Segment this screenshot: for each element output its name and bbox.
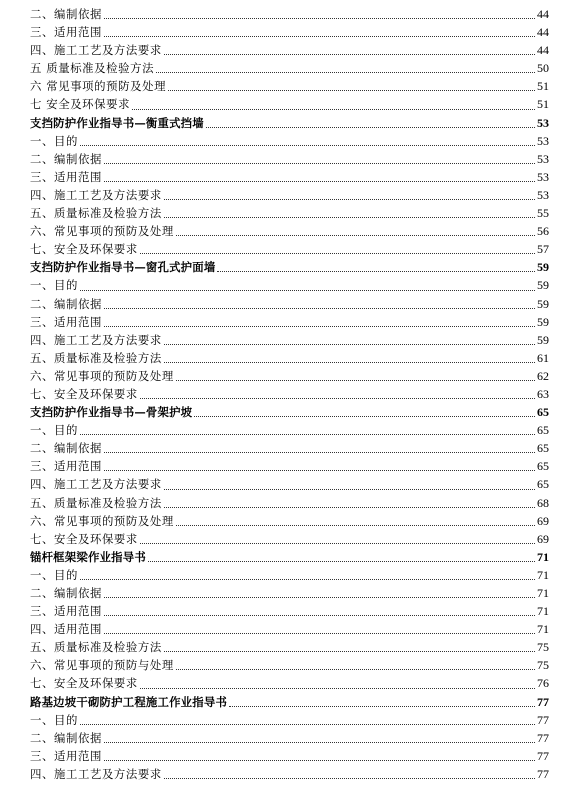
toc-entry-page-number: 77: [537, 694, 549, 709]
toc-entry-title: 一、目的: [30, 423, 78, 438]
dot-leader: [164, 343, 535, 345]
dot-leader: [104, 35, 535, 37]
toc-entry[interactable]: [30, 512, 549, 530]
toc-entry[interactable]: [30, 765, 549, 783]
toc-entry-title: 七、安全及环保要求: [30, 242, 138, 257]
toc-entry-title: 四、施工工艺及方法要求: [30, 187, 162, 202]
toc-section-entry[interactable]: [30, 403, 549, 421]
toc-entry-title: 二、编制依据: [30, 7, 102, 21]
dot-leader: [164, 53, 535, 55]
toc-entry-title: 四、施工工艺及方法要求: [30, 43, 162, 58]
dot-leader: [104, 469, 535, 471]
dot-leader: [176, 234, 535, 236]
toc-entry[interactable]: [30, 711, 549, 729]
toc-entry-title: 七、安全及环保要求: [30, 386, 138, 401]
toc-entry[interactable]: [30, 602, 549, 620]
dot-leader: [168, 89, 535, 91]
toc-entry[interactable]: [30, 276, 549, 294]
toc-entry[interactable]: [30, 150, 549, 168]
toc-entry-title: 三、适用范围: [30, 604, 102, 619]
toc-entry-title: 四、施工工艺及方法要求: [30, 766, 162, 781]
toc-entry[interactable]: [30, 638, 549, 656]
toc-entry-page-number: 53: [537, 187, 549, 202]
toc-entry-title: 三、适用范围: [30, 169, 102, 184]
dot-leader: [148, 560, 535, 562]
toc-entry-page-number: 76: [537, 676, 549, 691]
toc-entry-page-number: 55: [537, 206, 549, 221]
toc-entry-title: 二、编制依据: [30, 586, 102, 600]
toc-entry-title: 二、编制依据: [30, 441, 102, 456]
toc-entry[interactable]: [30, 95, 549, 113]
dot-leader: [80, 144, 535, 146]
dot-leader: [104, 596, 535, 598]
toc-entry-page-number: 77: [537, 712, 549, 727]
toc-entry[interactable]: [30, 240, 549, 258]
dot-leader: [104, 325, 535, 327]
toc-entry-page-number: 50: [537, 61, 549, 76]
toc-entry[interactable]: [30, 23, 549, 41]
toc-entry-page-number: 59: [537, 314, 549, 329]
toc-entry-title: 四、施工工艺及方法要求: [30, 477, 162, 492]
dot-leader: [104, 451, 535, 453]
dot-leader: [164, 198, 535, 200]
toc-entry-page-number: 53: [537, 169, 549, 184]
toc-entry[interactable]: [30, 439, 549, 457]
toc-entry-title: 一、目的: [30, 567, 78, 582]
dot-leader: [229, 705, 535, 707]
toc-entry-page-number: 69: [537, 513, 549, 528]
dot-leader: [140, 397, 535, 399]
toc-entry-title: 一、目的: [30, 712, 78, 727]
dot-leader: [80, 723, 535, 725]
toc-entry-title: 锚杆框架梁作业指导书: [30, 549, 146, 564]
toc-entry-page-number: 68: [537, 495, 549, 510]
toc-entry-page-number: 56: [537, 224, 549, 239]
toc-entry-title: 六、常见事项的预防及处理: [30, 513, 174, 528]
dot-leader: [140, 687, 535, 689]
toc-entry[interactable]: [30, 656, 549, 674]
toc-entry[interactable]: [30, 584, 549, 602]
toc-entry-page-number: 71: [537, 586, 549, 600]
toc-entry-title: 支挡防护作业指导书—窗孔式护面墙: [30, 260, 216, 275]
dot-leader: [132, 108, 535, 110]
toc-entry-page-number: 71: [537, 549, 549, 564]
toc-entry-title: 六 常见事项的预防及处理: [30, 79, 167, 94]
toc-entry[interactable]: [30, 385, 549, 403]
toc-entry-page-number: 51: [537, 79, 549, 94]
toc-entry-page-number: 44: [537, 43, 549, 58]
toc-entry-title: 五、质量标准及检验方法: [30, 350, 162, 365]
toc-entry-page-number: 75: [537, 658, 549, 673]
toc-entry[interactable]: [30, 747, 549, 765]
dot-leader: [104, 307, 535, 309]
dot-leader: [140, 252, 535, 254]
toc-entry-page-number: 51: [537, 97, 549, 112]
toc-entry[interactable]: [30, 620, 549, 638]
toc-entry[interactable]: [30, 421, 549, 439]
toc-entry-page-number: 77: [537, 730, 549, 745]
toc-entry-title: 五、质量标准及检验方法: [30, 495, 162, 510]
toc-entry-page-number: 59: [537, 260, 549, 275]
toc-entry-page-number: 61: [537, 350, 549, 365]
dot-leader: [104, 614, 535, 616]
toc-entry[interactable]: [30, 475, 549, 493]
dot-leader: [164, 216, 535, 218]
toc-entry[interactable]: [30, 295, 549, 313]
dot-leader: [156, 71, 535, 73]
toc-entry[interactable]: [30, 313, 549, 331]
toc-entry[interactable]: [30, 77, 549, 95]
toc-entry-page-number: 53: [537, 115, 549, 130]
toc-entry-title: 三、适用范围: [30, 314, 102, 329]
toc-section-entry[interactable]: [30, 114, 549, 132]
toc-entry-page-number: 59: [537, 296, 549, 311]
toc-entry-title: 路基边坡干砌防护工程施工作业指导书: [30, 694, 228, 709]
dot-leader: [176, 524, 535, 526]
toc-entry-page-number: 71: [537, 622, 549, 637]
toc-entry-title: 一、目的: [30, 278, 78, 293]
dot-leader: [164, 488, 535, 490]
toc-entry-page-number: 71: [537, 567, 549, 582]
toc-entry[interactable]: [30, 674, 549, 692]
toc-entry-title: 五 质量标准及检验方法: [30, 61, 155, 76]
dot-leader: [164, 506, 535, 508]
dot-leader: [206, 126, 535, 128]
toc-entry[interactable]: [30, 168, 549, 186]
toc-entry-title: 四、适用范围: [30, 622, 102, 637]
toc-entry-title: 三、适用范围: [30, 25, 102, 40]
toc-section-entry[interactable]: [30, 258, 549, 276]
toc-entry[interactable]: [30, 729, 549, 747]
toc-entry-title: 支挡防护作业指导书—衡重式挡墙: [30, 115, 204, 130]
toc-entry[interactable]: [30, 186, 549, 204]
dot-leader: [104, 741, 535, 743]
toc-entry[interactable]: [30, 59, 549, 77]
toc-entry[interactable]: [30, 132, 549, 150]
toc-entry-page-number: 62: [537, 368, 549, 383]
toc-entry-page-number: 57: [537, 242, 549, 257]
toc-entry-page-number: 59: [537, 332, 549, 347]
toc-entry[interactable]: [30, 530, 549, 548]
toc-entry-page-number: 53: [537, 133, 549, 148]
toc-entry[interactable]: [30, 41, 549, 59]
toc-entry[interactable]: [30, 5, 549, 23]
dot-leader: [80, 289, 535, 291]
dot-leader: [176, 379, 535, 381]
toc-entry-page-number: 77: [537, 766, 549, 781]
toc-entry-title: 支挡防护作业指导书—骨架护坡: [30, 405, 193, 420]
toc-entry-title: 七、安全及环保要求: [30, 531, 138, 546]
toc-entry-page-number: 59: [537, 278, 549, 293]
toc-entry-title: 二、编制依据: [30, 151, 102, 166]
dot-leader: [140, 542, 535, 544]
toc-entry-title: 二、编制依据: [30, 730, 102, 745]
toc-entry[interactable]: [30, 331, 549, 349]
toc-entry[interactable]: [30, 457, 549, 475]
dot-leader: [80, 578, 535, 580]
dot-leader: [104, 162, 535, 164]
dot-leader: [104, 759, 535, 761]
toc-entry-page-number: 44: [537, 7, 549, 21]
toc-section-entry[interactable]: [30, 693, 549, 711]
dot-leader: [164, 777, 535, 779]
dot-leader: [104, 180, 535, 182]
toc-entry-page-number: 77: [537, 748, 549, 763]
toc-entry-page-number: 53: [537, 151, 549, 166]
toc-entry-page-number: 69: [537, 531, 549, 546]
toc-entry-title: 一、目的: [30, 133, 78, 148]
dot-leader: [104, 17, 535, 19]
dot-leader: [164, 650, 535, 652]
toc-entry-title: 五、质量标准及检验方法: [30, 206, 162, 221]
toc-entry[interactable]: [30, 349, 549, 367]
toc-entry-title: 二、编制依据: [30, 296, 102, 311]
toc-entry-title: 三、适用范围: [30, 748, 102, 763]
toc-entry-page-number: 65: [537, 423, 549, 438]
dot-leader: [104, 632, 535, 634]
dot-leader: [217, 270, 535, 272]
toc-entry-page-number: 65: [537, 441, 549, 456]
toc-entry-title: 七 安全及环保要求: [30, 97, 131, 112]
toc-entry-page-number: 63: [537, 386, 549, 401]
dot-leader: [176, 668, 535, 670]
toc-entry[interactable]: [30, 566, 549, 584]
table-of-contents: [30, 5, 549, 783]
toc-entry-title: 六、常见事项的预防及处理: [30, 368, 174, 383]
toc-entry-title: 六、常见事项的预防及处理: [30, 224, 174, 239]
toc-entry-title: 五、质量标准及检验方法: [30, 640, 162, 655]
toc-entry-page-number: 65: [537, 477, 549, 492]
toc-entry-title: 六、常见事项的预防与处理: [30, 658, 174, 673]
toc-entry-page-number: 65: [537, 405, 549, 420]
toc-entry-title: 三、适用范围: [30, 459, 102, 474]
dot-leader: [194, 415, 535, 417]
toc-entry[interactable]: [30, 367, 549, 385]
toc-entry-page-number: 44: [537, 25, 549, 40]
toc-entry-page-number: 65: [537, 459, 549, 474]
toc-entry[interactable]: [30, 222, 549, 240]
dot-leader: [164, 361, 535, 363]
toc-entry-title: 四、施工工艺及方法要求: [30, 332, 162, 347]
dot-leader: [80, 433, 535, 435]
toc-entry-page-number: 71: [537, 604, 549, 619]
toc-entry[interactable]: [30, 494, 549, 512]
toc-entry-page-number: 75: [537, 640, 549, 655]
toc-entry-title: 七、安全及环保要求: [30, 676, 138, 691]
toc-entry[interactable]: [30, 204, 549, 222]
toc-section-entry[interactable]: [30, 548, 549, 566]
